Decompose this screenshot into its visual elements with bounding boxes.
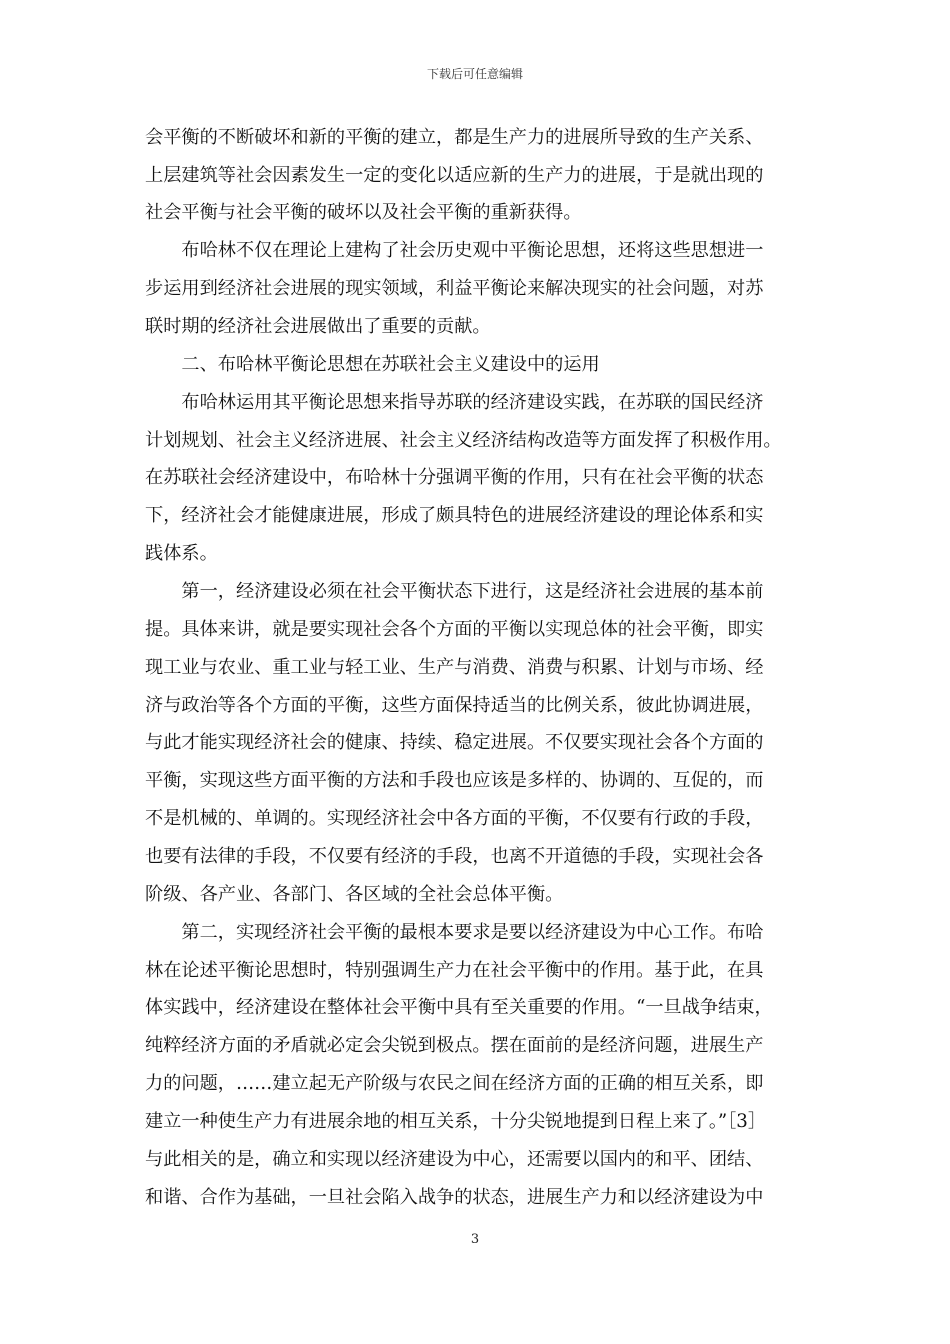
text-line: 平衡，实现这些方面平衡的方法和手段也应该是多样的、协调的、互促的，而 bbox=[145, 770, 764, 791]
page-number: 3 bbox=[470, 1232, 480, 1247]
text-line: 阶级、各产业、各部门、各区域的全社会总体平衡。 bbox=[145, 884, 564, 905]
text-line: 与此相关的是，确立和实现以经济建设为中心，还需要以国内的和平、团结、 bbox=[145, 1149, 764, 1170]
text-line: 和谐、合作为基础，一旦社会陷入战争的状态，进展生产力和以经济建设为中 bbox=[145, 1187, 764, 1208]
text-line: 力的问题，……建立起无产阶级与农民之间在经济方面的正确的相互关系，即 bbox=[145, 1073, 764, 1094]
text-line: 在苏联社会经济建设中，布哈林十分强调平衡的作用，只有在社会平衡的状态 bbox=[145, 467, 764, 488]
text-line: 计划规划、社会主义经济进展、社会主义经济结构改造等方面发挥了积极作用。 bbox=[145, 430, 782, 451]
text-line: 也要有法律的手段，不仅要有经济的手段，也离不开道德的手段，实现社会各 bbox=[145, 846, 764, 867]
text-line: 联时期的经济社会进展做出了重要的贡献。 bbox=[145, 316, 491, 337]
text-line: 不是机械的、单调的。实现经济社会中各方面的平衡，不仅要有行政的手段， bbox=[145, 808, 764, 829]
text-line: 体实践中，经济建设在整体社会平衡中具有至关重要的作用。“一旦战争结束， bbox=[145, 997, 773, 1018]
text-line: 步运用到经济社会进展的现实领域，利益平衡论来解决现实的社会问题，对苏 bbox=[145, 278, 764, 299]
text-line: 林在论述平衡论思想时，特别强调生产力在社会平衡中的作用。基于此，在具 bbox=[145, 960, 764, 981]
text-line: 济与政治等各个方面的平衡，这些方面保持适当的比例关系，彼此协调进展， bbox=[145, 695, 764, 716]
text-line: 提。具体来讲，就是要实现社会各个方面的平衡以实现总体的社会平衡，即实 bbox=[145, 619, 764, 640]
text-line: 践体系。 bbox=[145, 543, 218, 564]
text-line: 与此才能实现经济社会的健康、持续、稳定进展。不仅要实现社会各个方面的 bbox=[145, 732, 764, 753]
text-line: 第二，实现经济社会平衡的最根本要求是要以经济建设为中心工作。布哈 bbox=[145, 922, 764, 943]
text-line: 建立一种使生产力有进展余地的相互关系，十分尖锐地提到日程上来了。”［3］ bbox=[145, 1111, 767, 1132]
text-line: 布哈林运用其平衡论思想来指导苏联的经济建设实践，在苏联的国民经济 bbox=[145, 392, 764, 413]
text-line: 上层建筑等社会因素发生一定的变化以适应新的生产力的进展，于是就出现的 bbox=[145, 165, 764, 186]
text-line: 下，经济社会才能健康进展，形成了颇具特色的进展经济建设的理论体系和实 bbox=[145, 505, 764, 526]
text-line: 第一，经济建设必须在社会平衡状态下进行，这是经济社会进展的基本前 bbox=[145, 581, 764, 602]
text-line: 现工业与农业、重工业与轻工业、生产与消费、消费与积累、计划与市场、经 bbox=[145, 657, 764, 678]
text-line: 社会平衡与社会平衡的破坏以及社会平衡的重新获得。 bbox=[145, 202, 582, 223]
page-header: 下载后可任意编辑 bbox=[426, 67, 523, 81]
text-line: 纯粹经济方面的矛盾就必定会尖锐到极点。摆在面前的是经济问题，进展生产 bbox=[145, 1035, 764, 1056]
text-line: 会平衡的不断破坏和新的平衡的建立，都是生产力的进展所导致的生产关系、 bbox=[145, 127, 764, 148]
section-heading: 二、布哈林平衡论思想在苏联社会主义建设中的运用 bbox=[145, 354, 600, 375]
text-line: 布哈林不仅在理论上建构了社会历史观中平衡论思想，还将这些思想进一 bbox=[145, 240, 764, 261]
